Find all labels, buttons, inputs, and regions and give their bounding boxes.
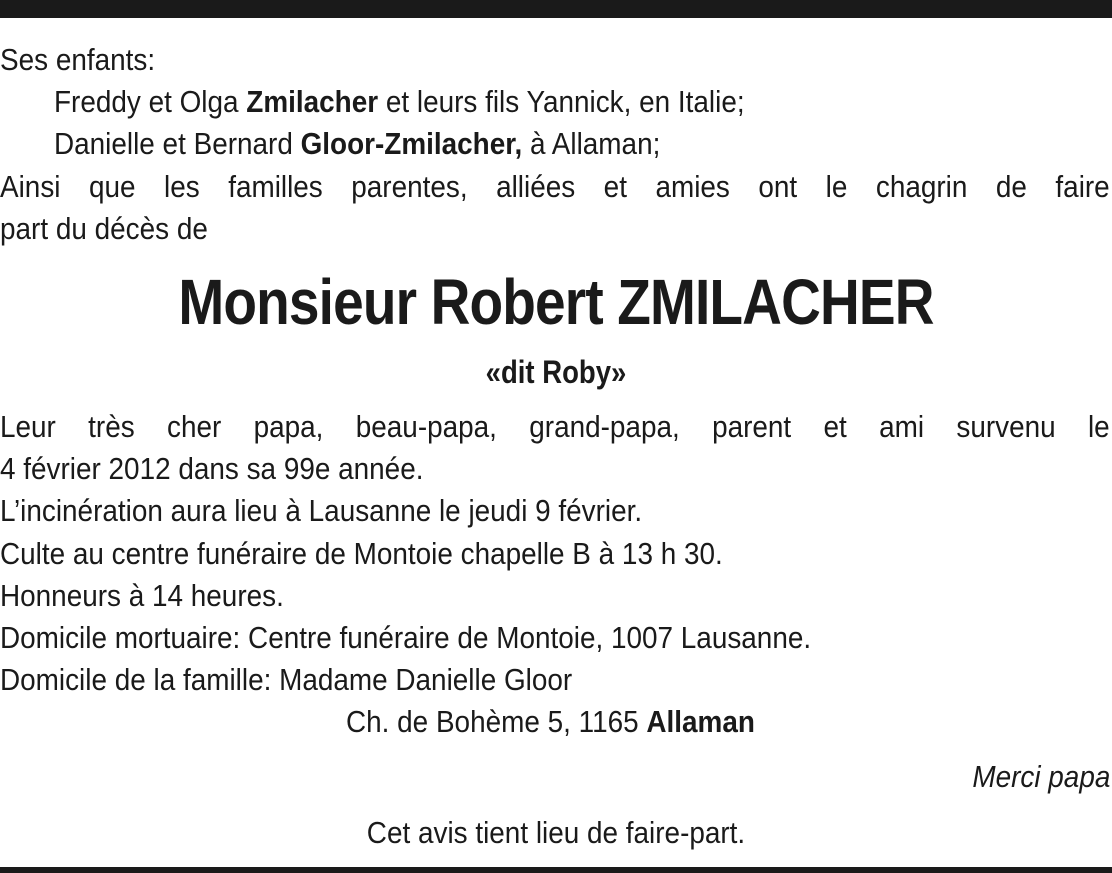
incineration-line: L’incinération aura lieu à Lausanne le jeudi 9 février. <box>0 493 643 528</box>
family-line-2 <box>54 124 660 164</box>
domicile-mortuaire-line: Domicile mortuaire: Centre funéraire de Montoie, 1007 Lausanne. <box>0 620 812 655</box>
culte-line: Culte au centre funéraire de Montoie chapelle B à 13 h 30. <box>0 536 723 571</box>
family-address <box>346 702 755 742</box>
intro-line: Ses enfants: <box>0 42 156 77</box>
footer-note: Cet avis tient lieu de faire-part. <box>366 815 746 850</box>
family-1-names: Freddy et Olga <box>54 84 247 119</box>
deceased-name: Monsieur Robert ZMILACHER <box>178 266 934 338</box>
domicile-famille-line: Domicile de la famille: Madame Danielle Gloor <box>0 662 573 697</box>
announcement-line-2: part du décès de <box>0 211 208 246</box>
bottom-rule <box>0 867 1112 873</box>
deceased-nickname: «dit Roby» <box>485 354 627 390</box>
details-line-2: 4 février 2012 dans sa 99e année. <box>0 451 424 486</box>
honneurs-line: Honneurs à 14 heures. <box>0 578 284 613</box>
family-2-rest: à Allaman; <box>522 126 661 161</box>
announcement-line-1: Ainsi que les familles parentes, alliées et amies ont le chagrin de faire <box>0 169 1110 204</box>
family-1-surname: Zmilacher <box>246 84 379 119</box>
family-line-1 <box>54 82 745 122</box>
top-rule <box>0 0 1112 18</box>
address-street: Ch. de Bohème 5, 1165 <box>346 704 647 739</box>
family-2-names: Danielle et Bernard <box>54 126 301 161</box>
family-1-rest: et leurs fils Yannick, en Italie; <box>378 84 745 119</box>
address-city: Allaman <box>646 704 755 739</box>
details-line-1: Leur très cher papa, beau-papa, grand-papa, parent et ami survenu le <box>0 409 1110 444</box>
closing-signature: Merci papa <box>971 759 1110 794</box>
family-2-surname: Gloor-Zmilacher, <box>300 126 523 161</box>
